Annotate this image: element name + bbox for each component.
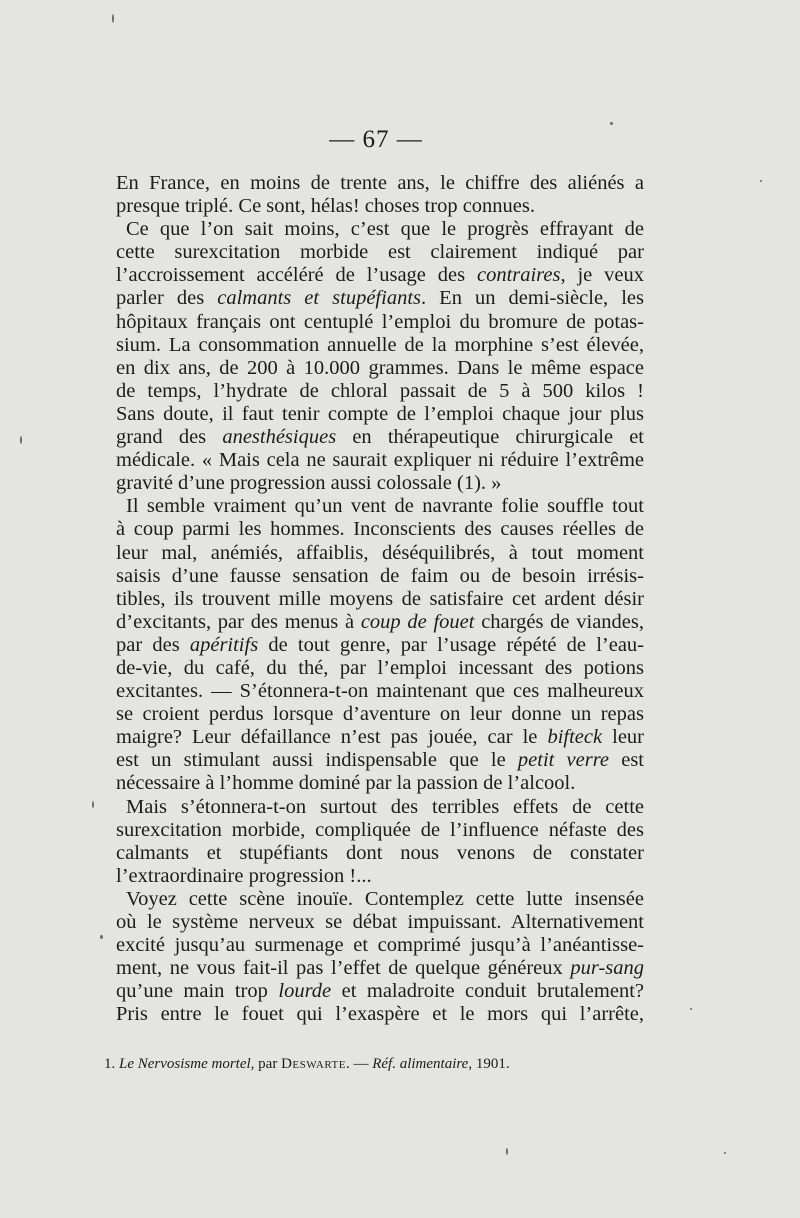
- italic-text: bifteck: [547, 726, 603, 749]
- text-line: [116, 472, 644, 495]
- text-line: [116, 634, 644, 657]
- scan-speck: [690, 1008, 692, 1010]
- text-segment: excitantes. — S’étonnera-t-on maintenant que ces malheureux: [116, 680, 644, 703]
- footnote-separator: . —: [345, 1056, 373, 1072]
- text-segment: Pris entre le fouet qui l’exaspère et le mors qui l’arrête,: [116, 1003, 644, 1026]
- text-segment: tibles, ils trouvent mille moyens de satisfaire cet ardent désir: [116, 587, 644, 610]
- scan-speck: [92, 801, 94, 808]
- footnote-title: Le Nervosisme mortel: [119, 1056, 251, 1072]
- text-line: [116, 449, 644, 472]
- footnote-by: , par: [250, 1056, 282, 1072]
- footnote-journal: Réf. alimentaire: [372, 1056, 469, 1072]
- text-line: [116, 264, 644, 287]
- text-line: [116, 680, 644, 703]
- text-segment: En France, en moins de trente ans, le chiffre des aliénés a: [116, 172, 644, 194]
- text-line: [116, 172, 644, 195]
- text-segment: cette surexcitation morbide est clairement indiqué par: [116, 241, 644, 264]
- italic-text: petit verre: [517, 749, 610, 772]
- text-line: [116, 611, 644, 634]
- text-segment: en thérapeutique chirurgicale et: [336, 426, 644, 449]
- text-segment: l’accroissement accéléré de l’usage des: [116, 264, 477, 287]
- text-segment: maigre? Leur défaillance n’est pas jouée, car le: [116, 726, 548, 749]
- text-line: [116, 426, 644, 449]
- text-segment: où le système nerveux se débat impuissant. Alternativement: [116, 911, 644, 933]
- text-segment: par des: [116, 633, 190, 656]
- text-line: [116, 218, 644, 241]
- text-segment: Mais s’étonnera-t-on surtout des terribles effets de cette: [126, 795, 644, 818]
- text-segment: , je veux: [560, 264, 644, 287]
- text-line: [116, 980, 644, 1003]
- text-segment: leur mal, anémiés, affaiblis, déséquilibrés, à tout moment: [116, 541, 644, 564]
- text-line: [116, 657, 644, 680]
- text-segment: de temps, l’hydrate de chloral passait de 5 à 500 kilos !: [116, 379, 644, 402]
- text-segment: médicale. « Mais cela ne saurait expliquer ni réduire l’extrême: [116, 449, 644, 472]
- text-line: [116, 772, 644, 795]
- scan-speck: [610, 122, 613, 125]
- text-segment: presque triplé. Ce sont, hélas! choses trop connues.: [116, 195, 536, 218]
- text-segment: grand des: [116, 426, 223, 449]
- scan-speck: [506, 1148, 508, 1155]
- text-segment: sium. La consommation annuelle de la morphine s’est élevée,: [116, 333, 644, 356]
- text-segment: d’excitants, par des menus à: [116, 610, 361, 633]
- italic-text: contraires: [476, 264, 561, 287]
- text-segment: parler des: [116, 287, 218, 310]
- footnote-author: Deswarte: [281, 1056, 346, 1072]
- text-line: [116, 934, 644, 957]
- text-segment: Il semble vraiment qu’un vent de navrante folie souffle tout: [126, 495, 644, 518]
- text-segment: excité jusqu’au surmenage et comprimé jusqu’à l’anéantisse-: [116, 934, 644, 957]
- text-segment: gravité d’une progression aussi colossale (1). »: [116, 472, 502, 495]
- text-segment: et maladroite conduit brutalement?: [331, 980, 644, 1003]
- italic-text: calmants et stupéfiants: [217, 287, 421, 310]
- text-line: [116, 403, 644, 426]
- text-segment: est: [609, 749, 644, 772]
- text-segment: se croient perdus lorsque d’aventure on leur donne un repas: [116, 703, 644, 726]
- text-line: [116, 565, 644, 588]
- scan-speck: [760, 180, 762, 182]
- text-line: [116, 195, 644, 218]
- text-segment: surexcitation morbide, compliquée de l’influence néfaste des: [116, 818, 644, 841]
- text-segment: Ce que l’on sait moins, c’est que le progrès effrayant de: [126, 218, 644, 241]
- text-segment: ment, ne vous fait-il pas l’effet de quelque généreux: [116, 957, 571, 980]
- scan-speck: [20, 436, 22, 444]
- text-line: [116, 542, 644, 565]
- text-segment: chargés de viandes,: [474, 610, 644, 633]
- text-line: [116, 842, 644, 865]
- text-line: [116, 380, 644, 403]
- text-line: [116, 888, 644, 911]
- text-line: [116, 334, 644, 357]
- text-segment: hôpitaux français ont centuplé l’emploi du bromure de potas-: [116, 310, 644, 333]
- text-segment: Sans doute, il faut tenir compte de l’emploi chaque jour plus: [116, 402, 644, 425]
- italic-text: lourde: [278, 980, 332, 1003]
- text-segment: calmants et stupéfiants dont nous venons de constater: [116, 841, 644, 864]
- text-line: [116, 726, 644, 749]
- text-line: [116, 865, 644, 888]
- italic-text: pur-sang: [570, 957, 644, 980]
- text-line: [116, 357, 644, 380]
- text-line: [116, 911, 644, 934]
- italic-text: coup de fouet: [360, 610, 475, 633]
- scan-speck: [112, 14, 114, 23]
- text-segment: qu’une main trop: [116, 980, 279, 1003]
- scan-speck: [724, 1152, 726, 1154]
- text-line: [116, 518, 644, 541]
- footnote-year: , 1901.: [468, 1056, 510, 1072]
- text-line: [116, 241, 644, 264]
- text-segment: de tout genre, par l’usage répété de l’eau-: [258, 633, 644, 656]
- footnote-marker: 1.: [104, 1056, 116, 1072]
- text-segment: l’extraordinaire progression !...: [116, 864, 372, 887]
- text-segment: . En un demi-siècle, les: [421, 287, 644, 310]
- text-line: [116, 588, 644, 611]
- text-segment: en dix ans, de 200 à 10.000 grammes. Dans le même espace: [116, 356, 644, 379]
- text-line: [116, 495, 644, 518]
- text-line: [116, 1003, 644, 1026]
- text-line: [116, 311, 644, 334]
- text-line: [116, 287, 644, 310]
- body-text: [116, 172, 644, 1026]
- text-segment: à coup parmi les hommes. Inconscients des causes réelles de: [116, 518, 644, 541]
- text-segment: est un stimulant aussi indispensable que le: [116, 749, 518, 772]
- text-line: [116, 703, 644, 726]
- text-segment: leur: [602, 726, 645, 749]
- text-segment: nécessaire à l’homme dominé par la passion de l’alcool.: [116, 772, 576, 795]
- italic-text: anesthésiques: [222, 426, 337, 449]
- page-number: — 67 —: [329, 126, 423, 153]
- text-line: [116, 749, 644, 772]
- text-line: [116, 796, 644, 819]
- text-line: [116, 819, 644, 842]
- scan-speck: [100, 935, 103, 939]
- italic-text: apéritifs: [189, 633, 259, 656]
- text-segment: saisis d’une fausse sensation de faim ou de besoin irrésis-: [116, 564, 644, 587]
- footnote: [104, 1054, 624, 1074]
- text-segment: de-vie, du café, du thé, par l’emploi incessant des potions: [116, 656, 644, 679]
- text-line: [116, 957, 644, 980]
- text-segment: Voyez cette scène inouïe. Contemplez cette lutte insensée: [126, 887, 644, 910]
